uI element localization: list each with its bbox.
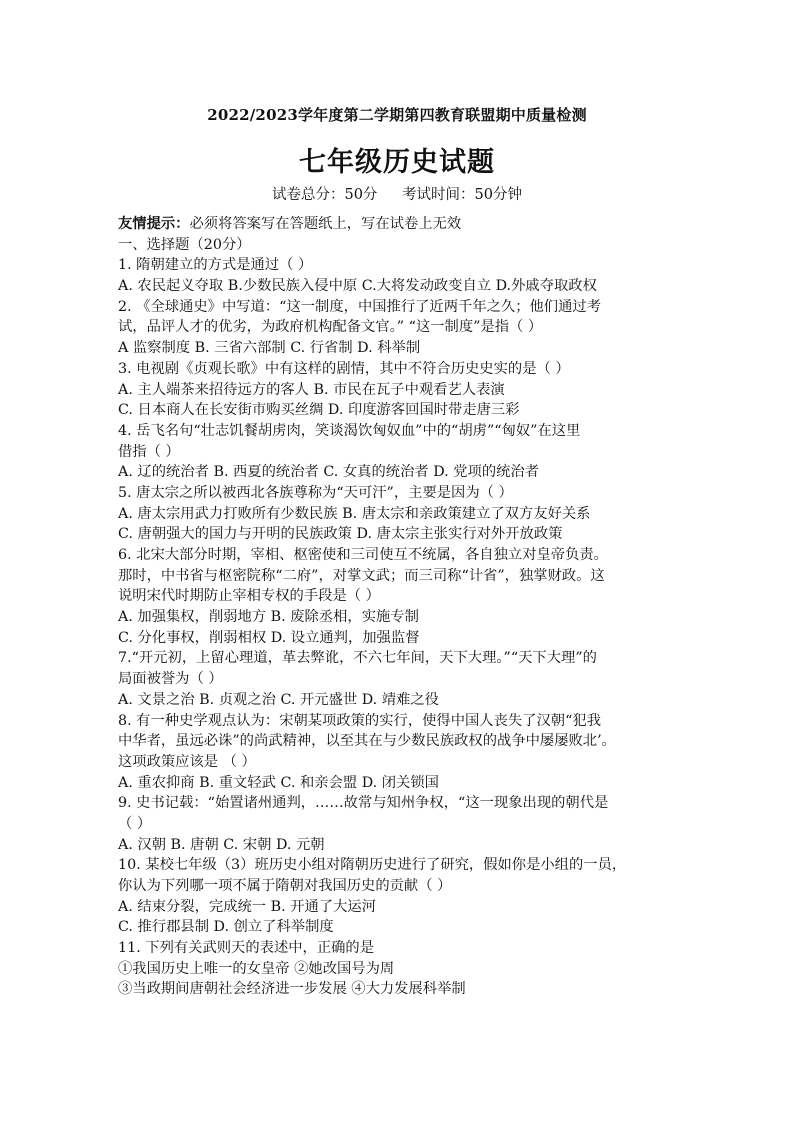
question-line: A. 结束分裂，完成统一 B. 开通了大运河 <box>118 898 377 915</box>
question-line: C. 唐朝强大的国力与开明的民族政策 D. 唐太宗主张实行对外开放政策 <box>118 526 563 543</box>
friendly-tip <box>118 214 678 235</box>
question-line: （ ） <box>118 815 152 832</box>
question-line: 7.“开元初，上留心理道，革去弊讹，不六七年间，天下大理。”“天下大理”的 <box>118 650 597 667</box>
question-line: C. 推行郡县制 D. 创立了科举制度 <box>118 919 334 936</box>
question-line: 5. 唐太宗之所以被西北各族尊称为“天可汗”，主要是因为（ ） <box>118 484 513 501</box>
question-line: 8. 有一种史学观点认为：宋朝某项政策的实行，使得中国人丧失了汉朝“犯我 <box>118 712 601 729</box>
question-line: 试，品评人才的优劣，为政府机构配备文官。” “这一制度”是指（ ） <box>118 319 543 336</box>
question-line: A. 辽的统治者 B. 西夏的统治者 C. 女真的统治者 D. 党项的统治者 <box>118 464 540 481</box>
total-score: 试卷总分：50分 <box>271 187 378 203</box>
section-heading: 一、选择题（20分） <box>118 236 251 253</box>
exam-meta <box>0 183 794 204</box>
question-line: 局面被誉为（ ） <box>118 671 223 688</box>
exam-name: 2022/2023学年度第二学期第四教育联盟期中质量检测 <box>207 106 587 124</box>
question-line: 中华者，虽远必诛”的尚武精神，以至其在与少数民族政权的战争中屡屡败北’。 <box>118 733 616 750</box>
question-line: A. 农民起义夺取 B.少数民族入侵中原 C.大将发动政变自立 D.外戚夺取政权 <box>118 278 597 295</box>
question-line: 1. 隋朝建立的方式是通过（ ） <box>118 257 313 274</box>
question-line: 9. 史书记载：“始置诸州通判，……故常与知州争权，“这一现象出现的朝代是 <box>118 795 609 812</box>
tip-label: 友情提示： <box>118 216 190 232</box>
question-line: 10. 某校七年级（3）班历史小组对隋朝历史进行了研究，假如你是小组的一员， <box>118 857 627 874</box>
question-line: C. 日本商人在长安街市购买丝绸 D. 印度游客回国时带走唐三彩 <box>118 402 520 419</box>
question-line: 借指（ ） <box>118 443 180 460</box>
exam-content <box>118 214 678 1000</box>
question-line: 这项政策应该是 （ ） <box>118 753 256 770</box>
time-limit: 考试时间：50分钟 <box>402 187 522 203</box>
question-line: A. 文景之治 B. 贞观之治 C. 开元盛世 D. 靖难之役 <box>118 691 439 708</box>
question-line: 你认为下列哪一项不属于隋朝对我国历史的贡献（ ） <box>118 878 452 894</box>
tip-text: 必须将答案写在答题纸上，写在试卷上无效 <box>189 216 462 232</box>
question-line: 3. 电视剧《贞观长歌》中有这样的剧情，其中不符合历史史实的是（ ） <box>118 360 570 377</box>
question-line: A. 主人端茶来招待远方的客人 B. 市民在瓦子中观看艺人表演 <box>118 381 505 398</box>
question-line: C. 分化事权，削弱相权 D. 设立通判，加强监督 <box>118 629 420 646</box>
question-line: A. 加强集权，削弱地方 B. 废除丞相，实施专制 <box>118 609 419 626</box>
question-line: A. 唐太宗用武力打败所有少数民族 B. 唐太宗和亲政策建立了双方友好关系 <box>118 505 591 522</box>
question-line: 2. 《全球通史》中写道：“这一制度，中国推行了近两千年之久；他们通过考 <box>118 298 601 315</box>
question-line: 4. 岳飞名句“壮志饥餐胡虏肉，笑谈渴饮匈奴血”中的“胡虏”“匈奴”在这里 <box>118 422 581 439</box>
question-line: ①我国历史上唯一的女皇帝 ②她改国号为周 <box>118 960 395 977</box>
exam-title: 七年级历史试题 <box>299 147 495 178</box>
question-line: 说明宋代时期防止宰相专权的手段是（ ） <box>118 588 380 605</box>
question-line: 6. 北宋大部分时期，宰相、枢密使和三司使互不统属，各自独立对皇帝负责。 <box>118 547 608 563</box>
question-line: A 监察制度 B. 三省六部制 C. 行省制 D. 科举制 <box>118 340 421 357</box>
question-line: 11. 下列有关武则天的表述中，正确的是 <box>118 940 375 957</box>
question-line: 那时，中书省与枢密院称“二府”，对掌文武；而三司称“计省”，独掌财政。这 <box>118 567 605 584</box>
question-line: ③当政期间唐朝社会经济进一步发展 ④大力发展科举制 <box>118 981 466 998</box>
question-line: A. 重农抑商 B. 重文轻武 C. 和亲会盟 D. 闭关锁国 <box>118 774 439 791</box>
question-line: A. 汉朝 B. 唐朝 C. 宋朝 D. 元朝 <box>118 836 325 853</box>
